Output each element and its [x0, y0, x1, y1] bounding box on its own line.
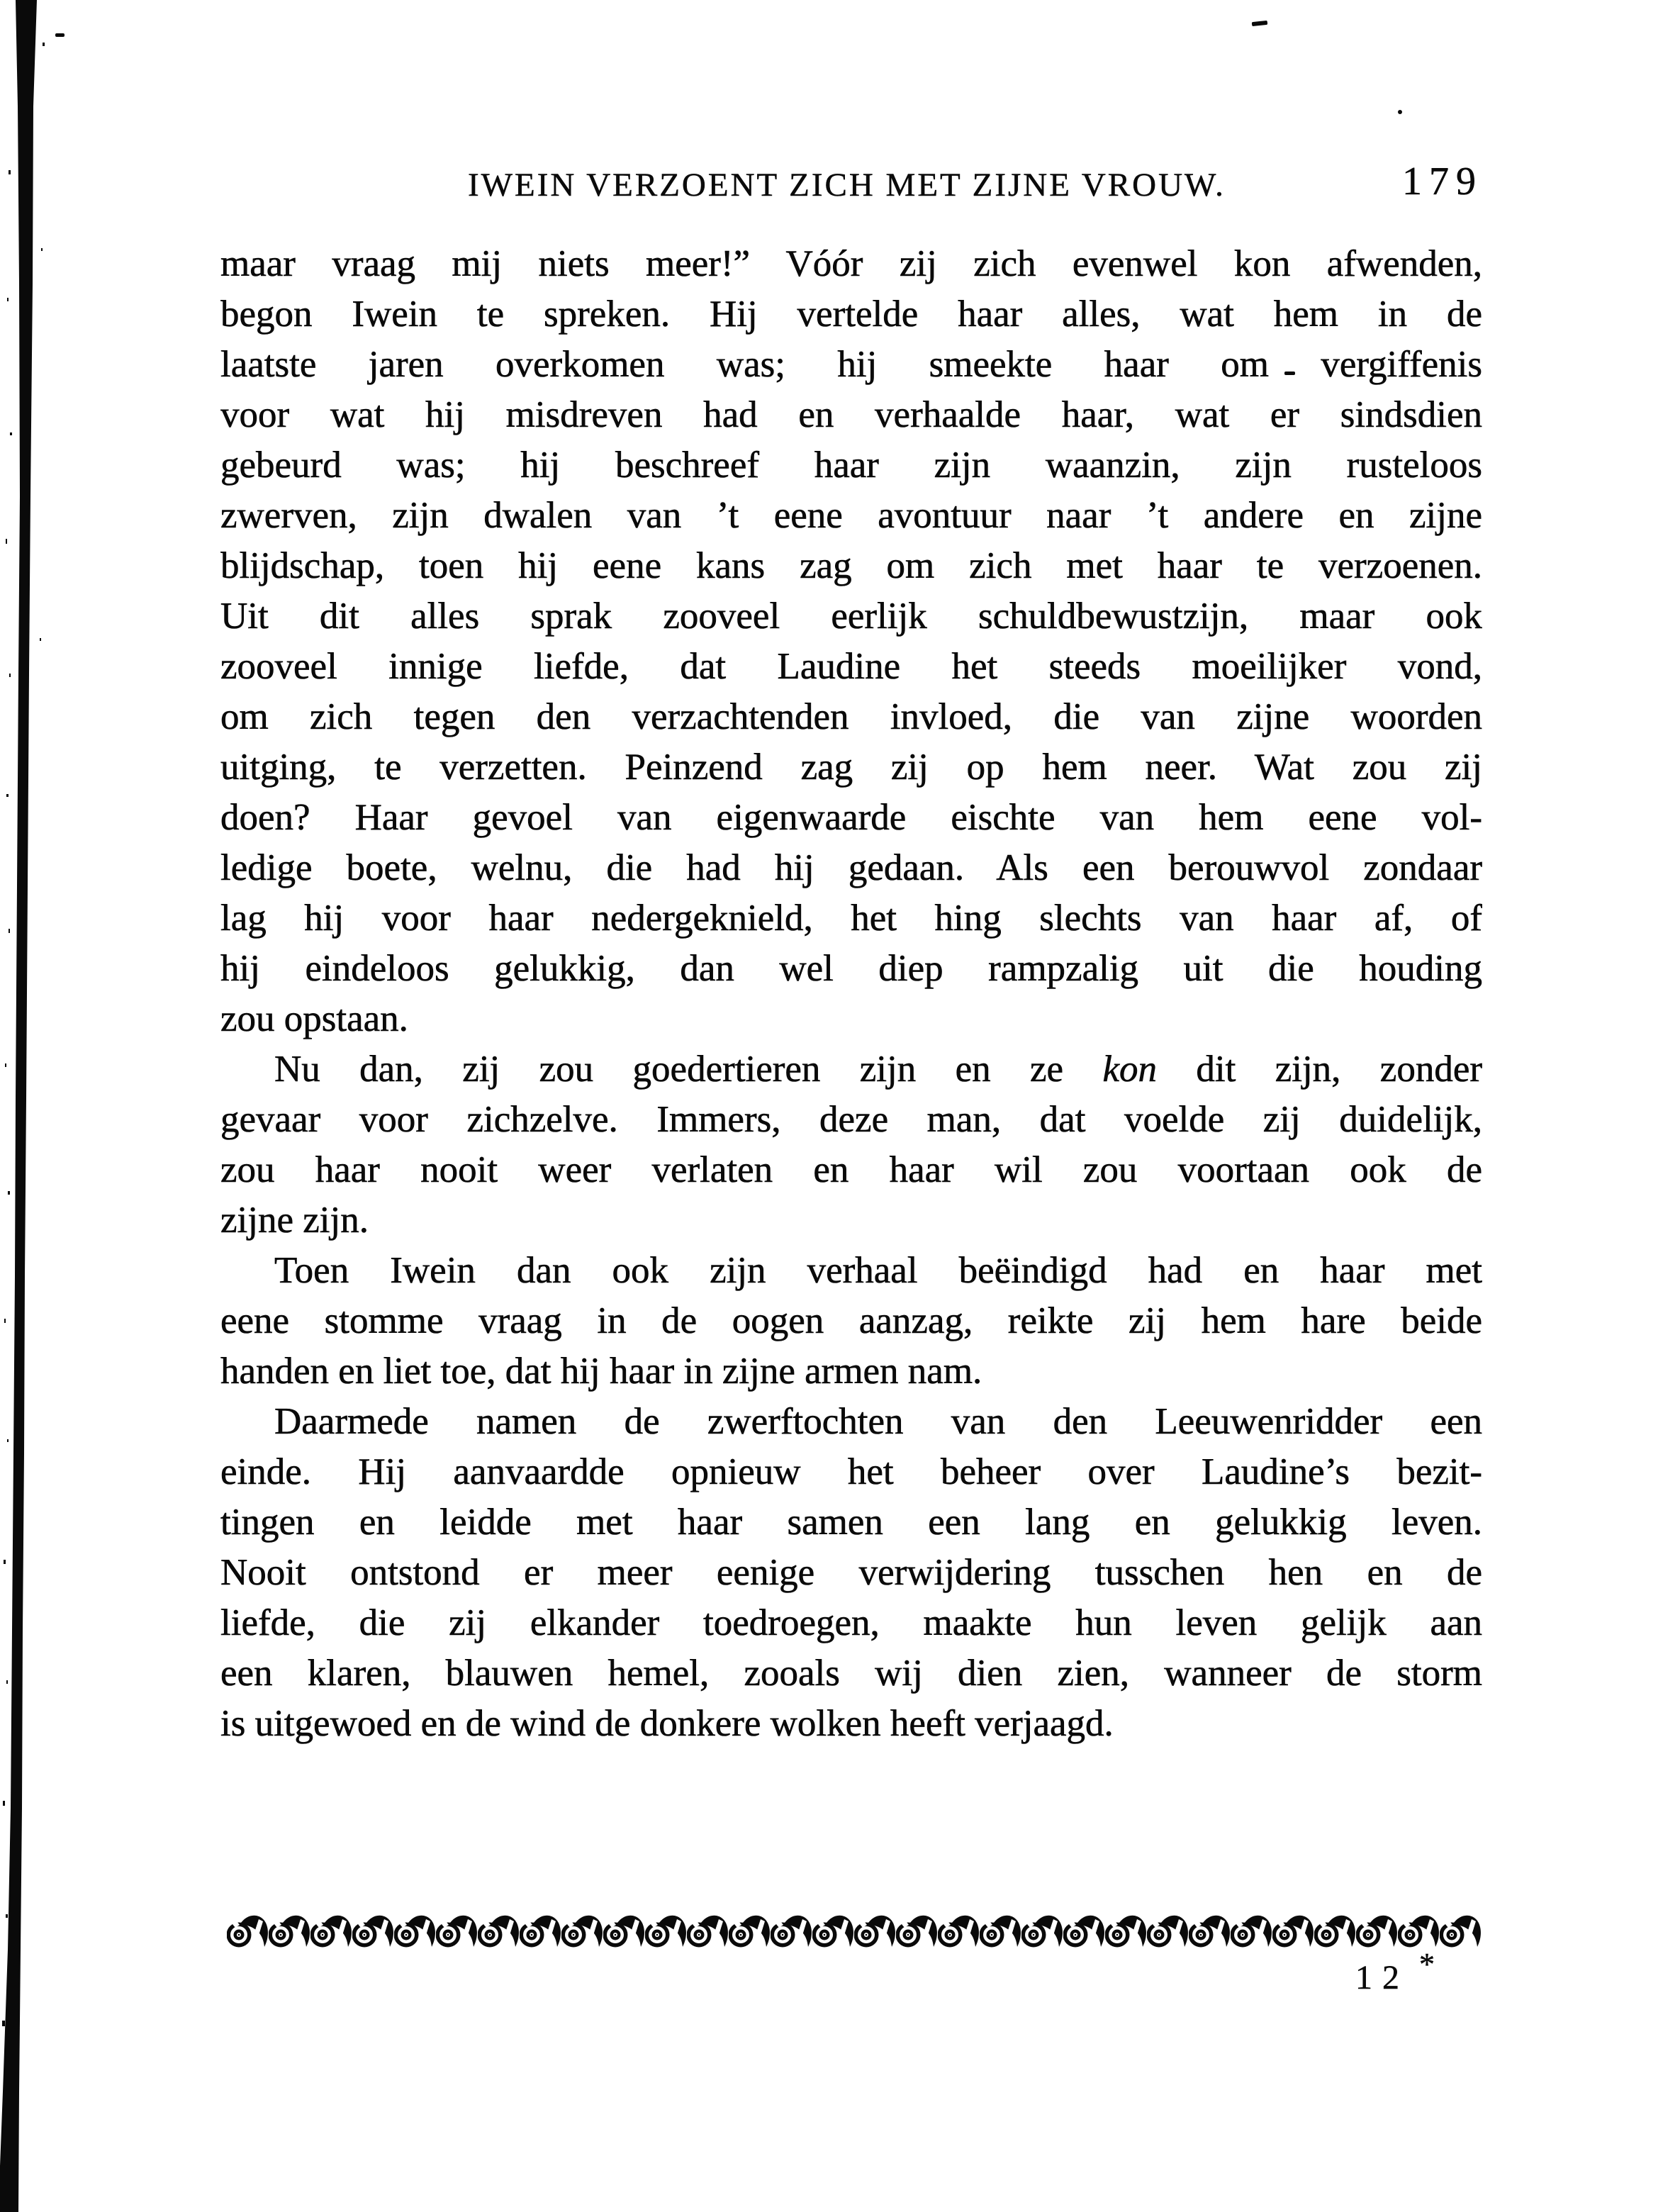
text-segment: Nu dan, zij zou goedertieren zijn en ze [274, 1049, 1103, 1090]
text-line: Uit dit alles sprak zooveel eerlijk schuldbewustzijn, maar ook [220, 596, 1482, 637]
text-line: gebeurd was; hij beschreef haar zijn waanzin, zijn rusteloos [220, 445, 1482, 486]
text-line: lag hij voor haar nedergeknield, het hing slechts van haar af, of [220, 898, 1482, 939]
scan-speck-artifact [55, 33, 65, 37]
text-line: zwerven, zijn dwalen van ’t eene avontuur naar ’t andere en zijne [220, 495, 1482, 536]
text-line: tingen en leidde met haar samen een lang en gelukkig leven. [220, 1502, 1482, 1543]
text-line: zou haar nooit weer verlaten en haar wil zou voortaan ook de [220, 1149, 1482, 1190]
text-line: uitging, te verzetten. Peinzend zag zij op hem neer. Wat zou zij [220, 747, 1482, 788]
text-line: gevaar voor zichzelve. Immers, deze man, dat voelde zij duidelijk, [220, 1099, 1482, 1140]
text-line: einde. Hij aanvaardde opnieuw het beheer over Laudine’s bezit- [220, 1451, 1482, 1492]
italic-word: kon [1102, 1049, 1157, 1090]
text-line: maar vraag mij niets meer!” Vóór zij zich evenwel kon afwenden, [220, 243, 1482, 284]
text-line: zou opstaan. [220, 998, 408, 1039]
paragraph [220, 1246, 1482, 1397]
signature-mark [1355, 1947, 1435, 1997]
text-line: laatste jaren overkomen was; hij smeekte haar om vergiffenis [220, 344, 1482, 385]
page-number: 179 [1402, 160, 1483, 203]
scan-speck-artifact [1252, 21, 1268, 26]
text-line: eene stomme vraag in de oogen aanzag, reikte zij hem hare beide [220, 1300, 1482, 1341]
signature-asterisk: * [1419, 1947, 1435, 1982]
text-segment: dit zijn, zonder [1157, 1049, 1482, 1090]
scan-speck-artifact [1398, 110, 1402, 114]
text-line: voor wat hij misdreven had en verhaalde haar, wat er sindsdien [220, 394, 1482, 435]
text-line: ledige boete, welnu, die had hij gedaan. Als een berouwvol zondaar [220, 847, 1482, 888]
text-line: liefde, die zij elkander toedroegen, maakte hun leven gelijk aan [220, 1602, 1482, 1643]
paragraph [220, 1397, 1482, 1749]
paragraph [220, 1044, 1482, 1246]
binding-shadow-artifact [0, 0, 64, 2212]
running-title: IWEIN VERZOENT ZICH MET ZIJNE VROUW. [468, 167, 1226, 203]
text-line: een klaren, blauwen hemel, zooals wij dien zien, wanneer de storm [220, 1653, 1482, 1694]
text-line: handen en liet toe, dat hij haar in zijne armen nam. [220, 1351, 982, 1392]
text-line: zooveel innige liefde, dat Laudine het steeds moeilijker vond, [220, 646, 1482, 687]
text-line: is uitgewoed en de wind de donkere wolken heeft verjaagd. [220, 1703, 1114, 1744]
signature-number: 12 [1355, 1959, 1409, 1996]
text-line: Daarmede namen de zwerftochten van den Leeuwenridder een [274, 1401, 1482, 1442]
text-line: zijne zijn. [220, 1200, 369, 1241]
text-line [220, 1044, 1482, 1095]
text-column [220, 239, 1482, 1749]
text-line: hij eindeloos gelukkig, dan wel diep rampzalig uit die houding [220, 948, 1482, 989]
scroll-ornament [227, 1913, 1482, 1950]
text-line: Nooit ontstond er meer eenige verwijdering tusschen hen en de [220, 1552, 1482, 1593]
text-line: om zich tegen den verzachtenden invloed, die van zijne woorden [220, 696, 1482, 737]
paragraph [220, 239, 1482, 1044]
text-line: blijdschap, toen hij eene kans zag om zich met haar te verzoenen. [220, 545, 1482, 586]
text-line: begon Iwein te spreken. Hij vertelde haar alles, wat hem in de [220, 294, 1482, 335]
text-line: Toen Iwein dan ook zijn verhaal beëindigd had en haar met [274, 1250, 1482, 1291]
text-line: doen? Haar gevoel van eigenwaarde eischte van hem eene vol- [220, 797, 1482, 838]
